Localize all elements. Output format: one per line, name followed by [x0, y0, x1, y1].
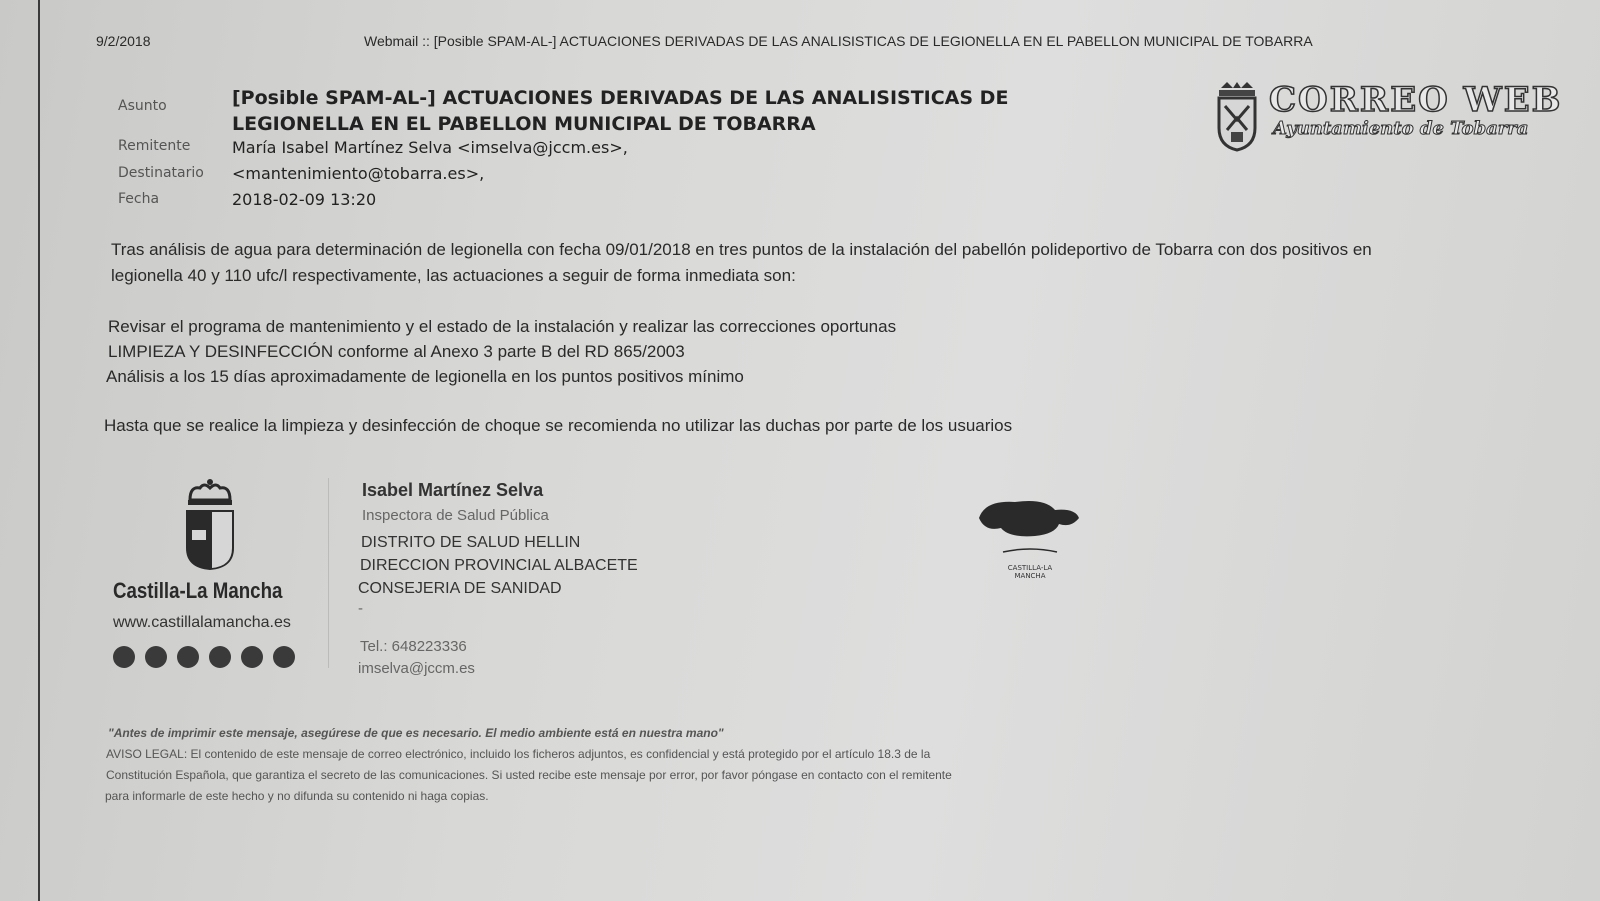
- twitter-icon[interactable]: [113, 646, 135, 668]
- rss-icon[interactable]: [241, 646, 263, 668]
- body-paragraph-line-1: Tras análisis de agua para determinación de legionella con fecha 09/01/2018 en tres puntos de la instalación del pabellón polideportivo de Tobarra con dos positivos en: [111, 240, 1372, 259]
- clm-shield-icon: [180, 478, 240, 573]
- signature-direction: DIRECCION PROVINCIAL ALBACETE: [360, 557, 638, 574]
- signature-phone: Tel.: 648223336: [360, 638, 467, 655]
- action-item-1: Revisar el programa de mantenimiento y el estado de la instalación y realizar las correcciones oportunas: [108, 317, 897, 336]
- action-item-2: LIMPIEZA Y DESINFECCIÓN conforme al Anexo 3 parte B del RD 865/2003: [108, 342, 685, 361]
- signature-dash: -: [358, 600, 363, 617]
- subject-line-2: LEGIONELLA EN EL PABELLON MUNICIPAL DE TOBARRA: [232, 113, 816, 135]
- recommendation: Hasta que se realice la limpieza y desinfección de choque se recomienda no utilizar las duchas por parte de los usuarios: [104, 416, 1013, 435]
- instagram-icon[interactable]: [273, 646, 295, 668]
- youtube-icon[interactable]: [177, 646, 199, 668]
- correo-web-subtitle: Ayuntamiento de Tobarra: [1273, 118, 1529, 139]
- subject-label: Asunto: [118, 98, 167, 114]
- facebook-icon[interactable]: [145, 646, 167, 668]
- recipient-value: <mantenimiento@tobarra.es>,: [232, 164, 485, 183]
- sender-label: Remitente: [118, 138, 191, 154]
- action-item-3: Análisis a los 15 días aproximadamente de legionella en los puntos positivos mínimo: [106, 367, 744, 386]
- flickr-icon[interactable]: [209, 646, 231, 668]
- legal-quote: "Antes de imprimir este mensaje, asegúrese de que es necesario. El medio ambiente está en nuestra mano": [108, 726, 724, 740]
- legal-line-1: AVISO LEGAL: El contenido de este mensaje de correo electrónico, incluido los ficheros adjuntos, es confidencial y está protegido por el artículo 18.3 de la: [106, 747, 931, 761]
- signature-email[interactable]: imselva@jccm.es: [358, 660, 475, 677]
- recipient-label: Destinatario: [118, 165, 204, 181]
- subject-line-1: [Posible SPAM-AL-] ACTUACIONES DERIVADAS DE LAS ANALISISTICAS DE: [232, 87, 1009, 109]
- signature-department: CONSEJERIA DE SANIDAD: [358, 580, 562, 597]
- clm-name: Castilla-La Mancha: [113, 578, 283, 603]
- sender-value: María Isabel Martínez Selva <imselva@jccm.es>,: [232, 138, 628, 157]
- signature-district: DISTRITO DE SALUD HELLIN: [361, 534, 581, 551]
- date-label: Fecha: [118, 191, 160, 207]
- signature-role: Inspectora de Salud Pública: [362, 507, 549, 524]
- clm-map-icon: [975, 498, 1085, 558]
- email-subject: [232, 85, 1008, 137]
- signature-divider: [328, 478, 329, 668]
- body-paragraph-line-2: legionella 40 y 110 ufc/l respectivamente, las actuaciones a seguir de forma inmediata son:: [111, 266, 796, 285]
- print-date: 9/2/2018: [96, 33, 151, 49]
- date-value: 2018-02-09 13:20: [232, 190, 377, 209]
- print-title: Webmail :: [Posible SPAM-AL-] ACTUACIONES DERIVADAS DE LAS ANALISISTICAS DE LEGIONELLA EN EL PABELLON MUNICIPAL DE TOBARRA: [364, 33, 1313, 49]
- paper-margin-line: [38, 0, 40, 901]
- correo-web-logo: [1213, 80, 1563, 155]
- clm-map-label: CASTILLA-LA MANCHA: [1007, 564, 1053, 580]
- legal-line-3: para informarle de este hecho y no difunda su contenido ni haga copias.: [105, 789, 489, 803]
- legal-line-2: Constitución Española, que garantiza el secreto de las comunicaciones. Si usted recibe este mensaje por error, por favor póngase en contacto con el remitente: [106, 768, 952, 782]
- clm-website: www.castillalamancha.es: [113, 614, 291, 631]
- signature-name: Isabel Martínez Selva: [362, 480, 544, 500]
- correo-web-title: CORREO WEB: [1269, 80, 1563, 120]
- crest-icon: [1213, 80, 1261, 152]
- social-icons: [113, 646, 295, 668]
